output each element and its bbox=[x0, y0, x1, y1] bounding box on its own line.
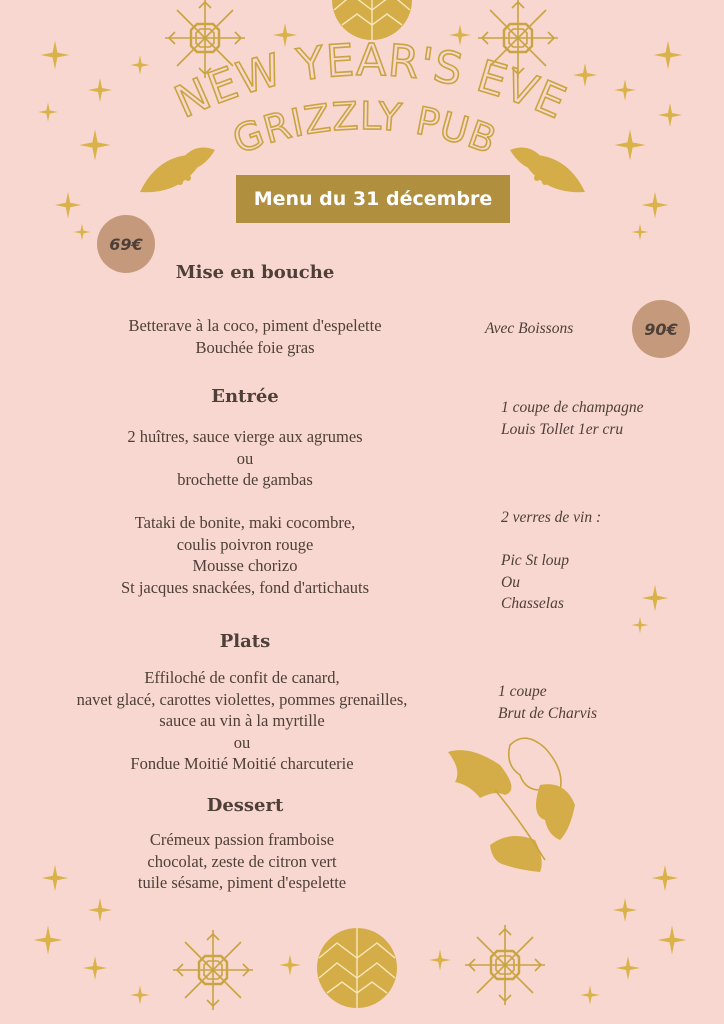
menu-item: tuile sésame, piment d'espelette bbox=[137, 873, 347, 892]
drink-line: 2 verres de vin : bbox=[501, 509, 602, 526]
title-line-2: GRIZZLY PUB bbox=[227, 93, 503, 163]
menu-item: Fondue Moitié Moitié charcuterie bbox=[130, 754, 354, 773]
section-entree-items bbox=[50, 426, 440, 598]
section-dessert-title: Dessert bbox=[206, 795, 284, 816]
menu-item: brochette de gambas bbox=[177, 470, 313, 489]
menu-item: 2 huîtres, sauce vierge aux agrumes bbox=[127, 427, 363, 446]
bottom-ornament bbox=[317, 928, 397, 1008]
drink-group-champagne bbox=[501, 397, 643, 440]
menu-date-banner: Menu du 31 décembre bbox=[236, 175, 510, 223]
menu-item: Bouchée foie gras bbox=[195, 337, 315, 357]
drink-line: Pic St loup bbox=[501, 552, 570, 569]
menu-item: navet glacé, carottes violettes, pommes grenailles, bbox=[76, 689, 408, 709]
menu-item: ou bbox=[233, 732, 251, 752]
drink-line: 1 coupe bbox=[498, 683, 547, 700]
drink-line: Ou bbox=[501, 573, 520, 591]
drink-line: Brut de Charvis bbox=[498, 704, 598, 722]
spacer bbox=[501, 529, 601, 551]
section-entree-title: Entrée bbox=[211, 386, 279, 407]
menu-item: Tataki de bonite, maki cocombre, bbox=[134, 513, 356, 532]
section-mise-en-bouche-title: Mise en bouche bbox=[175, 262, 335, 283]
top-ornament bbox=[332, 0, 412, 40]
food-price-badge: 69€ bbox=[97, 215, 155, 273]
menu-item: Crémeux passion framboise bbox=[149, 830, 335, 849]
menu-item: Effiloché de confit de canard, bbox=[144, 668, 340, 687]
section-mise-en-bouche-items bbox=[60, 315, 450, 358]
holly-icon bbox=[448, 738, 575, 872]
svg-text:GRIZZLY PUB bbox=[227, 94, 502, 163]
section-plats-title: Plats bbox=[219, 631, 271, 652]
menu-item: chocolat, zeste de citron vert bbox=[147, 851, 337, 871]
menu-item: sauce au vin à la myrtille bbox=[159, 711, 325, 730]
spacer bbox=[50, 491, 440, 513]
menu-item: St jacques snackées, fond d'artichauts bbox=[120, 577, 370, 597]
drinks-label: Avec Boissons bbox=[485, 320, 574, 337]
drinks-price-badge: 90€ bbox=[632, 300, 690, 358]
drink-group-wine bbox=[501, 507, 601, 615]
snowflake-icon bbox=[465, 925, 545, 1005]
menu-item: Mousse chorizo bbox=[192, 556, 298, 575]
section-plats-items bbox=[20, 667, 464, 775]
title-line-1: NEW YEAR'S EVE bbox=[167, 40, 574, 130]
snowflake-icon bbox=[173, 930, 253, 1010]
drink-line: Louis Tollet 1er cru bbox=[501, 420, 624, 438]
menu-item: coulis poivron rouge bbox=[176, 534, 314, 554]
menu-item: Betterave à la coco, piment d'espelette bbox=[128, 316, 382, 335]
title bbox=[0, 40, 724, 180]
drink-line: Chasselas bbox=[501, 595, 564, 612]
menu-item: ou bbox=[236, 448, 254, 468]
drink-line: 1 coupe de champagne bbox=[501, 399, 644, 416]
drink-group-brut bbox=[498, 681, 597, 724]
section-dessert-items bbox=[40, 829, 444, 894]
